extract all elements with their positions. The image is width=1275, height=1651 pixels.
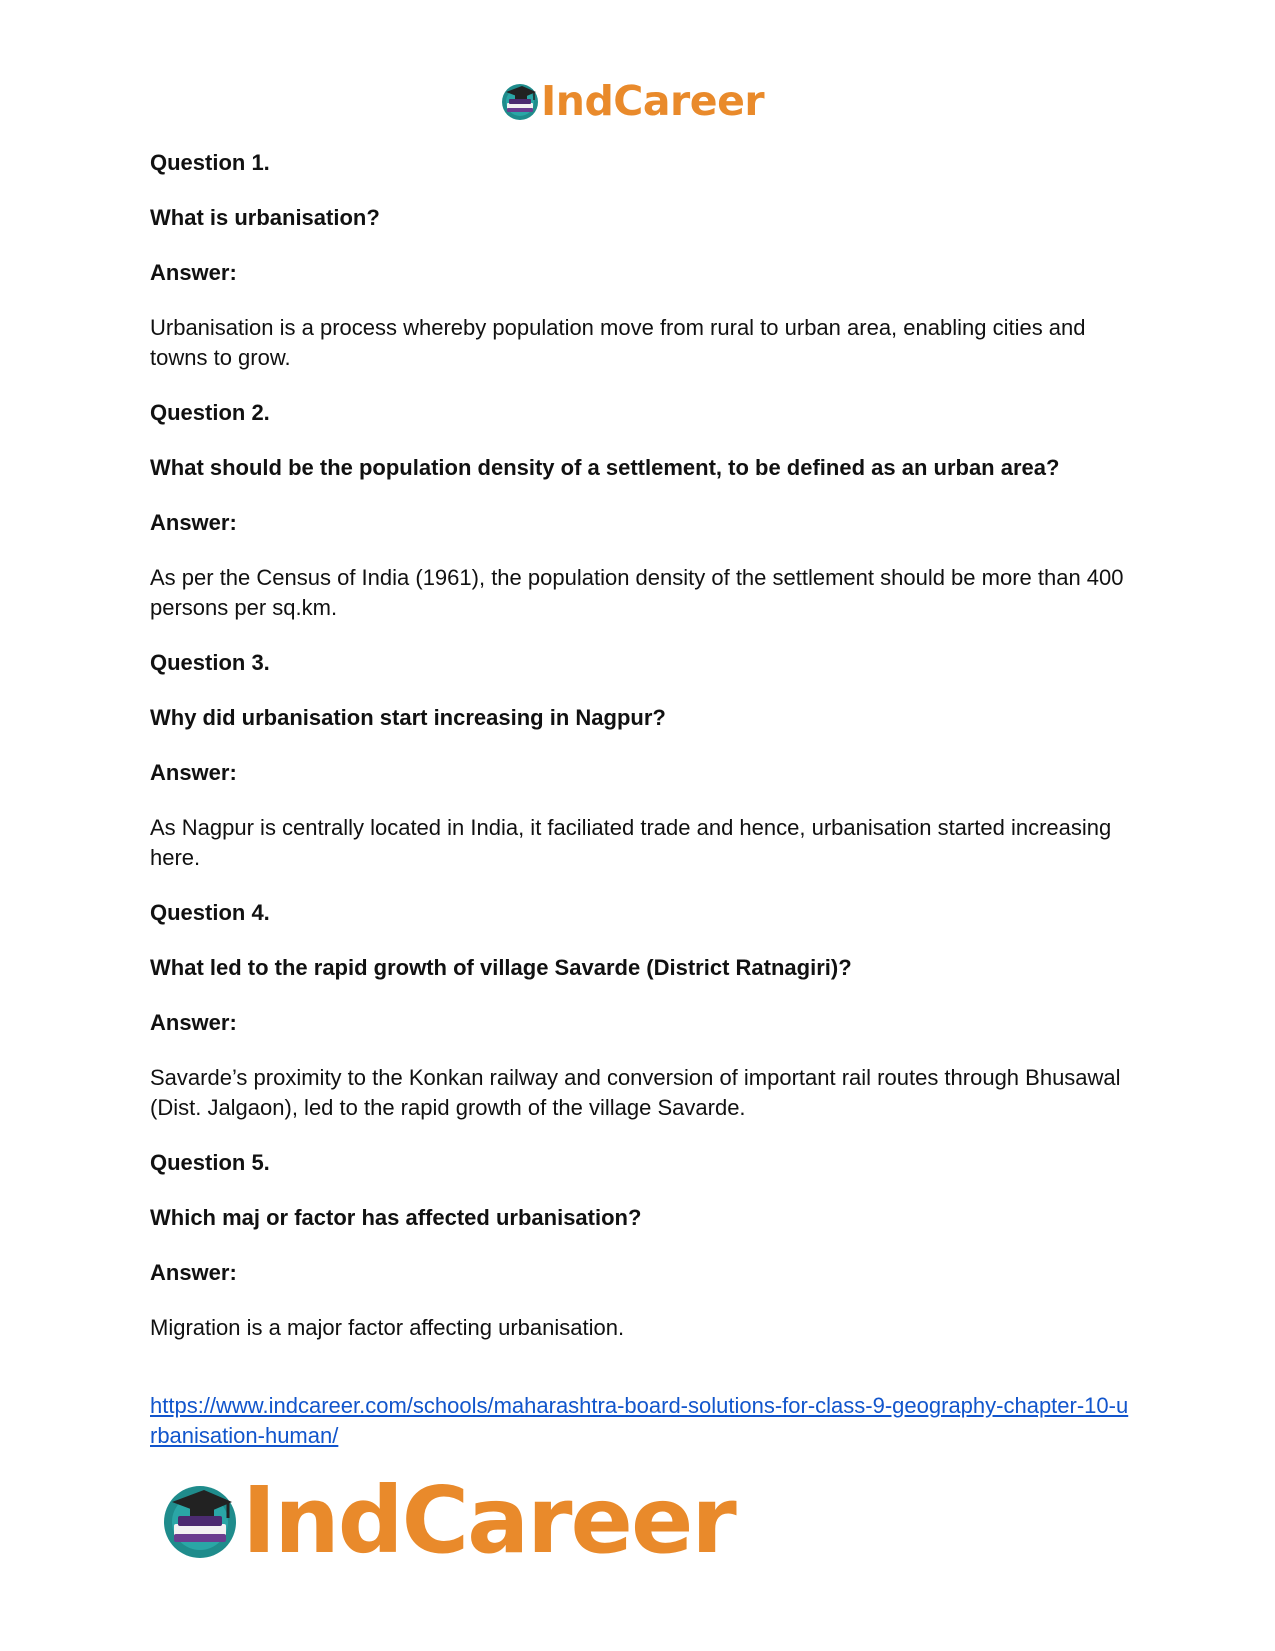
answer-text: Migration is a major factor affecting urbanisation. [150,1315,625,1340]
question-text: What led to the rapid growth of village Savarde (District Ratnagiri)? [150,955,852,980]
answer-label: Answer: [150,760,237,785]
answer-label: Answer: [150,510,237,535]
answer-text: Savarde’s proximity to the Konkan railway and conversion of important rail routes through Bhusawal (Dist. Jalgaon), led to the rapid growth of the village Savarde. [150,1065,1121,1120]
question-number: Question 3. [150,650,270,675]
question-text: What is urbanisation? [150,205,380,230]
question-text: What should be the population density of a settlement, to be defined as an urban area? [150,455,1060,480]
answer-label: Answer: [150,260,237,285]
footer-logo [160,1466,735,1574]
source-link[interactable]: https://www.indcareer.com/schools/maharashtra-board-solutions-for-class-9-geography-chapter-10-urbanisation-human/ [150,1393,1129,1448]
answer-label: Answer: [150,1260,237,1285]
question-text: Which maj or factor has affected urbanisation? [150,1205,642,1230]
answer-text: As per the Census of India (1961), the population density of the settlement should be more than 400 persons per sq.km. [150,565,1124,620]
logo-wordmark: IndCareer [541,77,765,125]
question-number: Question 1. [150,150,270,175]
question-number: Question 5. [150,1150,270,1175]
graduation-cap-book-icon [500,81,540,121]
answer-label: Answer: [150,1010,237,1035]
question-number: Question 2. [150,400,270,425]
answer-text: As Nagpur is centrally located in India, it faciliated trade and hence, urbanisation started increasing here. [150,815,1112,870]
answer-text: Urbanisation is a process whereby population move from rural to urban area, enabling cities and towns to grow. [150,315,1086,370]
logo-wordmark: IndCareer [242,1466,735,1574]
question-text: Why did urbanisation start increasing in Nagpur? [150,705,666,730]
question-number: Question 4. [150,900,270,925]
graduation-cap-book-icon [160,1480,240,1560]
header-logo [500,76,764,126]
qa-content [150,148,1130,1451]
